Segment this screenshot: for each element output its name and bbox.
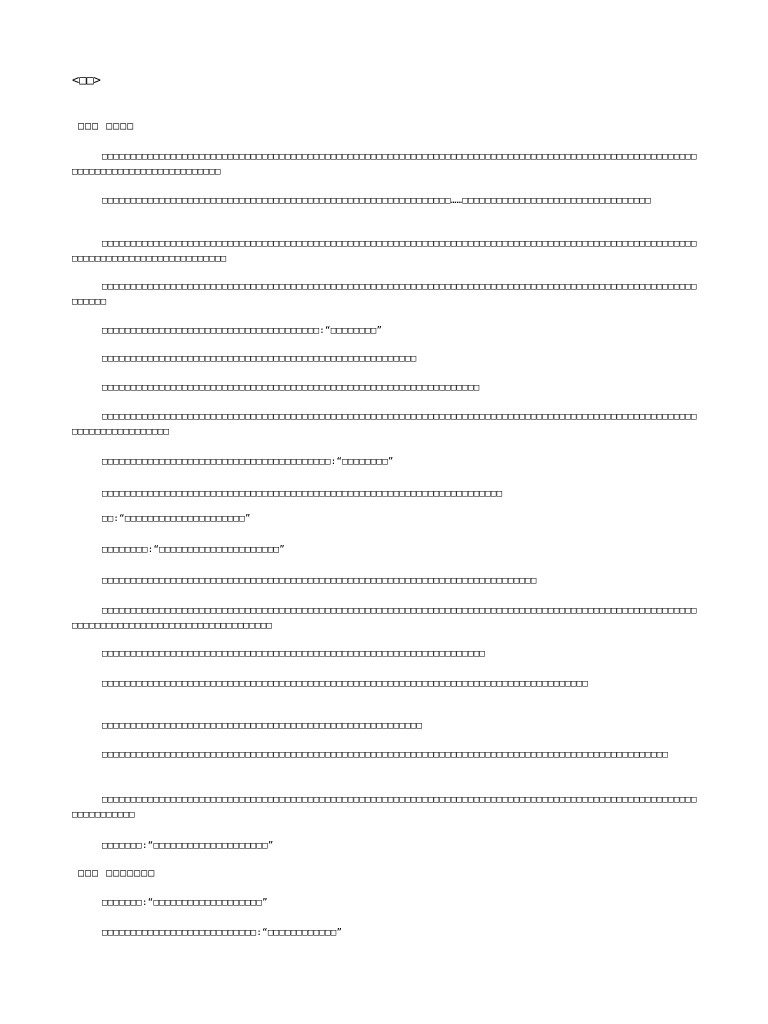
paragraph: □□□□□□□□□□□□□□□□□□□□□□□□□□□□□□□□□□□□□□□□□□□□□□□□□□□□□□□□□□□□□□□□□□ xyxy=(102,383,480,393)
paragraph: □□□□□□□□□□□□□□□□□□□□□□□□□□□□□□□□□□□□□□□□□□□□□□□□□□□□□□□□□□□□□□□□□□□□□□□□□□□□□□□□□□□□□□□□□□□□□□□□□□□□□□□□□□□□□□□□□□□ xyxy=(72,795,697,820)
paragraph: □□□□□□□□□□□□□□□□□□□□□□□□□□□□□□□□□□□□□□□□□□□□□□□□□□□□□□□□□□□□□□□□□□□ xyxy=(102,649,486,659)
section-heading: □□□ □□□□□□□ xyxy=(78,868,156,879)
paragraph: □□□□□□□□□□□□□□□□□□□□□□□□□□□□□□□□□□□□□□□□□□□□□□□□□□□□□□□□□□□□□□□□□□□□□□□□□□□□□□□□□□□□□□□□□□□□□□□□□□□ xyxy=(102,750,669,760)
paragraph: □□□□□□□:“□□□□□□□□□□□□□□□□□□□□” xyxy=(102,841,274,851)
paragraph: □□□□□□□□□□□□□□□□□□□□□□□□□□□□□□□□□□□□□□□□□□□□□□□□□□□□□□□□□□□□□□□□□□□□□□ xyxy=(102,489,503,499)
paragraph: □□□□□□□□□□□□□□□□□□□□□□□□□□□□□□□□□□□□□□□□□□□□□□□□□□□□□□□□□□□□□……□□□□□□□□□□□□□□□□□□□□□□□□□□□□□□□□□ xyxy=(102,196,651,206)
paragraph: □□□□□□□□□□□□□□□□□□□□□□□□□□□□□□□□□□□□□□□□□□□□□□□□□□□□□□□□□□□□□□□□□□□□□□□□□□□□□□□□□□□□□□□□□□□□□□□□□□□□□□□□□□□□□□□□□□□□□□□□□ xyxy=(72,412,697,437)
paragraph: □□□□□□□□□□□□□□□□□□□□□□□□□□□□□□□□□□□□□□□□□□□□□□□□□□□□□□□□ xyxy=(102,721,423,731)
document-header: <□□> xyxy=(72,73,101,87)
paragraph: □□:“□□□□□□□□□□□□□□□□□□□□□” xyxy=(102,514,251,524)
paragraph: □□□□□□□□□□□□□□□□□□□□□□□□□□□□□□□□□□□□□□□□□□□□□□□□□□□□□□□ xyxy=(102,354,417,364)
paragraph: □□□□□□□□□□□□□□□□□□□□□□□□□□□□□□□□□□□□□□□□□□□□□□□□□□□□□□□□□□□□□□□□□□□□□□□□□□□□□□□□□□□□□□□□□□□□□□□□□□□□□□□□□□□□□□□□□□□□□□□□□□□□□□□□□□□ xyxy=(72,239,697,264)
paragraph: □□□□□□□□□□□□□□□□□□□□□□□□□□□□□□□□□□□□□□□□□□□□□□□□□□□□□□□□□□□□□□□□□□□□□□□□□□□□□□□□□□□□□□□□□□□□□□□□□□□□□□□□□□□□□□□□□□□□□□□□□□□□□□□□□□ xyxy=(72,152,697,177)
paragraph: □□□□□□□□□□□□□□□□□□□□□□□□□□□□□□□□□□□□□□□□□□□□□□□□□□□□□□□□□□□□□□□□□□□□□□□□□□□□□□□□□□□□□□□□□□□□□□□□□□□□□□□□□□□□□□ xyxy=(72,282,697,307)
paragraph: □□□□□□□□□□□□□□□□□□□□□□□□□□□□□□□□□□□□□□□□□□□□□□□□□□□□□□□□□□□□□□□□□□□□□□□□□□□□□□□□□□□□□□□□□□□□□□□□□□□□□□□□□□□□□□□□□□□□□□□□□□□□□□□□□□□□□□□□□□□ xyxy=(72,606,697,631)
section-heading: □□□ □□□□ xyxy=(78,121,135,132)
paragraph: □□□□□□□□□□□□□□□□□□□□□□□□□□□□□□□□□□□□□□:“□□□□□□□□” xyxy=(102,326,383,336)
paragraph: □□□□□□□□□□□□□□□□□□□□□□□□□□□□□□□□□□□□□□□□:“□□□□□□□□” xyxy=(102,457,394,467)
paragraph: □□□□□□□:“□□□□□□□□□□□□□□□□□□□” xyxy=(102,898,268,908)
paragraph: □□□□□□□□□□□□□□□□□□□□□□□□□□□:“□□□□□□□□□□□□” xyxy=(102,928,343,938)
paragraph: □□□□□□□□:“□□□□□□□□□□□□□□□□□□□□□” xyxy=(102,545,285,555)
paragraph: □□□□□□□□□□□□□□□□□□□□□□□□□□□□□□□□□□□□□□□□□□□□□□□□□□□□□□□□□□□□□□□□□□□□□□□□□□□□□□□□□□□□□ xyxy=(102,679,589,689)
paragraph: □□□□□□□□□□□□□□□□□□□□□□□□□□□□□□□□□□□□□□□□□□□□□□□□□□□□□□□□□□□□□□□□□□□□□□□□□□□□ xyxy=(102,576,537,586)
